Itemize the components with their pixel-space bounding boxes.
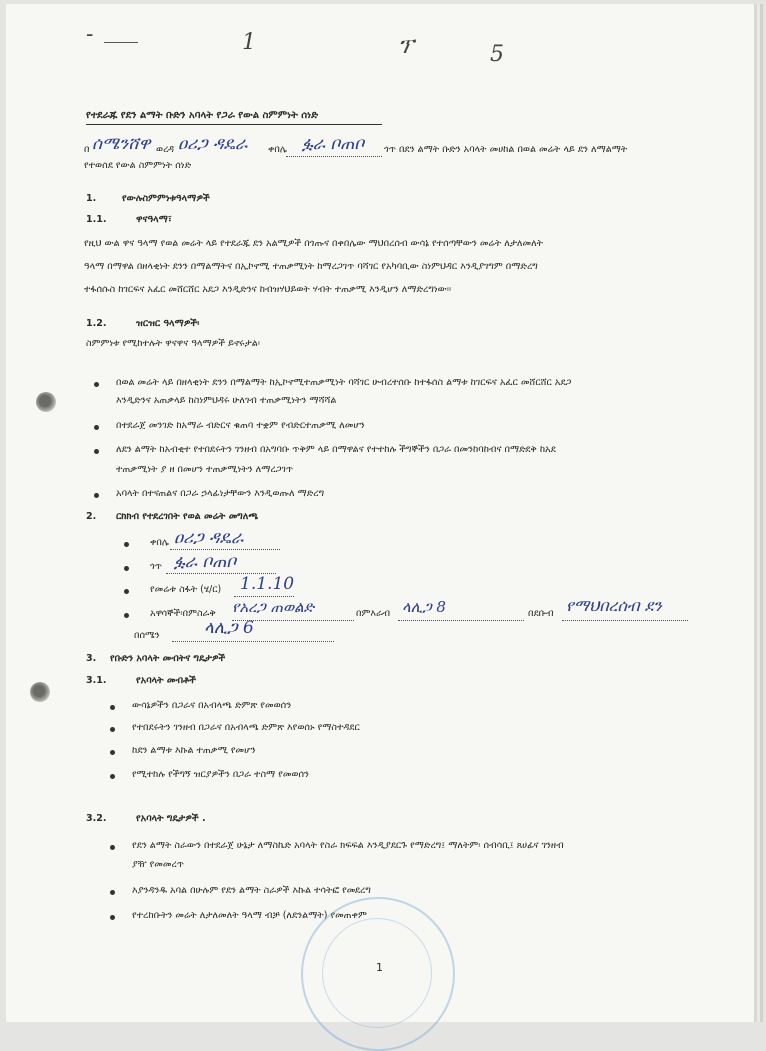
title-underline xyxy=(86,124,382,125)
bullet-dot xyxy=(94,493,99,498)
bullet-dot xyxy=(110,705,115,710)
intro-woreda-label: ወረዳ xyxy=(156,144,175,155)
top-mark-glyph: ፕ xyxy=(398,34,414,59)
area-label: የመሬቱ ስፋት (ሄ/ር) xyxy=(150,584,222,595)
list-item: ተጠቃሚነት ያ ዘ በመሆን ተጠቃሚነትን ለማረጋገጥ xyxy=(116,464,294,475)
document-page xyxy=(6,4,754,1022)
bullet-dot xyxy=(110,915,115,920)
list-item: ውሳኔዎችን በጋራና በአብላጫ ድምጽ የመወሰን xyxy=(132,700,292,711)
list-item: የተበደሩትን ገንዘብ በጋራና በአብላጫ ድምጽ እየወሰኑ የማስተዳደር xyxy=(132,722,360,733)
hw-boundary-east: የአረጋ ጠወልድ xyxy=(232,598,315,616)
hw-area-value: 1.1.10 xyxy=(240,574,295,594)
bullet-dot xyxy=(94,382,99,387)
section-1-2-intro: ስምምነቱ የሚከተሉት ዋናዋና ዓላማዎች ይኖሩታል፡ xyxy=(86,338,260,349)
intro-kebele-label: ቀበሌ xyxy=(268,144,287,155)
bullet-dot xyxy=(94,449,99,454)
intro-rest: ጎጥ በደን ልማት ቡድን አባላት መሀከል በወል መሬት ላይ ደን ለማልማት xyxy=(384,144,628,155)
hw-boundary-west: ላሊጋ 8 xyxy=(402,598,446,616)
bullet-dot xyxy=(110,845,115,850)
list-item: እያንዳንዱ አባል በሁሉም የደን ልማት ስራዎች እኩል ተሳትፎ የመደረግ xyxy=(132,885,371,896)
list-item: የተረከቡትን መሬት ለታለመለት ዓላማ ብቻ (ለደንልማት) የመጠቀም xyxy=(132,910,367,921)
hw-kebele-name: ዐሪጋ ዳዴራ xyxy=(174,528,244,548)
section-1-heading: የውሉስምምነቱዓላማዎች xyxy=(122,193,210,204)
bullet-dot xyxy=(124,566,129,571)
paragraph-line: ተፋሰሱስ ከገርፍና አፈር መሸርሸር አደጋ እንዲድንና ከብዝሃህይወት ሃብት ተጠቃሚ እንዲሆን ለማድረግነው፡፡ xyxy=(84,284,452,295)
list-item: ለደን ልማት ከአብቂተ የተበደሩትን ገንዘብ በአግባቡ ጥቅም ላይ በማዋልና የተተከሉ ችግኞችን በጋራ በመንከባከብና በማድደቅ ከአደ xyxy=(116,444,556,455)
bullet-dot xyxy=(110,727,115,732)
west-dotted-line xyxy=(398,620,524,621)
punch-hole xyxy=(30,682,50,702)
section-3-number: 3. xyxy=(86,653,97,664)
section-1-1-number: 1.1. xyxy=(86,214,107,225)
list-item: አባላት በተናጠልና በጋራ ኃላፊነታቸውን እንዲወጡለ ማድረግ xyxy=(116,488,325,499)
paragraph-line: ዓላማ በማዋል በዘላቂነት ደንን በማልማትና በኢኮኖሚ ተጠቃሚነት ከማረጋገጥ ባሻገር የአካባቢው ስነምህዳር እንዲያገግም በማድረግ xyxy=(84,261,538,272)
list-item: በወል መሬት ላይ በዘላቂነት ደንን በማልማት ከኢኮኖሚተጠቃሚነት ባሻገር ሁብረተሰቡ ከተፋሰስ ልማቱ ከገርፍና አፈር መሸርሸር አደጋ xyxy=(116,377,572,388)
hw-boundary-south: የማህበረሰብ ደን xyxy=(566,596,662,615)
area-dotted-line xyxy=(234,596,294,597)
kebele-dotted-line xyxy=(170,549,280,550)
intro-prefix: በ xyxy=(84,144,90,155)
bullet-dot xyxy=(110,750,115,755)
kebele-label: ቀበሌ xyxy=(150,537,169,548)
list-item: ያዥ የመመረጥ xyxy=(132,859,185,870)
section-1-2-number: 1.2. xyxy=(86,318,107,329)
hw-kebele: ፏራ ቦጠቦ xyxy=(302,134,365,154)
document-title: የተደራጁ የደን ልማት ቡድን አባላት የጋራ የውል ስምምነት ሰነድ xyxy=(86,110,319,121)
list-item: ከደን ልማቱ እኩል ተጠቃሚ የመሆን xyxy=(132,745,256,756)
list-item: እንዲድንና አጠቃላይ ከስነምህዳሩ ሁለገብ ተጠቃሚነትን ማሻሻል xyxy=(116,395,337,406)
hw-boundary-north: ላሊጋ 6 xyxy=(204,618,254,638)
list-item: የሚተከሉ የችግኝ ዝርያዎችን በጋራ ተስማ የመወሰን xyxy=(132,769,310,780)
top-mark-one: 1 xyxy=(242,30,256,55)
top-mark-dash: - xyxy=(86,22,94,47)
section-2-number: 2. xyxy=(86,511,97,522)
boundary-east-label: አዋሳኞች፡በምስራቅ xyxy=(150,608,216,619)
section-1-1-heading: ዋናዓላማ፣ xyxy=(136,214,172,225)
list-item: በተደራጀ መንገድ ከአማራ ብድርና ቁጠባ ተቋም የብድርተጠቃሚ ለመሆን xyxy=(116,420,365,431)
top-mark-line xyxy=(104,42,138,43)
section-3-heading: የቡድን አባላት መብትና ግዴታዎች xyxy=(110,653,226,664)
intro-dotted-line xyxy=(286,156,382,157)
bullet-dot xyxy=(94,425,99,430)
boundary-south-label: በደቡብ xyxy=(528,608,554,619)
bullet-dot xyxy=(110,890,115,895)
list-item: የደን ልማት ስራውን በተደራጀ ሁኔታ ለማስኬድ አባላት የስራ ክፍፍል እንዲያደርጉ የማድረግ፤ ማለትም፡ ሰብሳቢ፤ ጸሀፊና ገንዘብ xyxy=(132,840,564,851)
section-3-2-number: 3.2. xyxy=(86,813,107,824)
punch-hole xyxy=(36,392,56,412)
section-1-number: 1. xyxy=(86,193,97,204)
page-number: 1 xyxy=(376,961,383,974)
south-dotted-line xyxy=(562,620,688,621)
section-3-1-heading: የአባላት መብቶች xyxy=(136,675,196,686)
intro-line2: የተወሰደ የውል ስምምነት ሰነድ xyxy=(84,160,192,171)
bullet-dot xyxy=(124,542,129,547)
hw-woreda: ሰሜንሸዋ xyxy=(92,134,151,154)
north-dotted-line xyxy=(172,641,334,642)
boundary-west-label: በምእራብ xyxy=(356,608,391,619)
section-3-2-heading: የአባላት ግዴታዎች . xyxy=(136,813,206,824)
hw-zone: ዐሪጋ ዳዴራ xyxy=(178,134,248,154)
bullet-dot xyxy=(124,589,129,594)
section-1-2-heading: ዝርዝር ዓላማዎች፡ xyxy=(136,318,200,329)
section-3-1-number: 3.1. xyxy=(86,675,107,686)
got-label: ጎጥ xyxy=(150,561,162,572)
bullet-dot xyxy=(124,613,129,618)
hw-got-name: ፏራ ቦጠቦ xyxy=(174,552,237,572)
boundary-north-label: በሰሜን xyxy=(134,630,160,641)
paragraph-line: የዚህ ውል ዋና ዓላማ የወል መሬት ላይ የተደራጁ ደን አልሚዎች በጎጡና በቀበሌው ማህበረሰብ ውሳኔ የተሰጣቸውን መሬት ለታለመለት xyxy=(84,238,544,249)
top-mark-five: 5 xyxy=(490,42,504,67)
bullet-dot xyxy=(110,774,115,779)
section-2-heading: ርክክብ የተደረገበት የወል መሬት መግለጫ xyxy=(116,511,259,522)
